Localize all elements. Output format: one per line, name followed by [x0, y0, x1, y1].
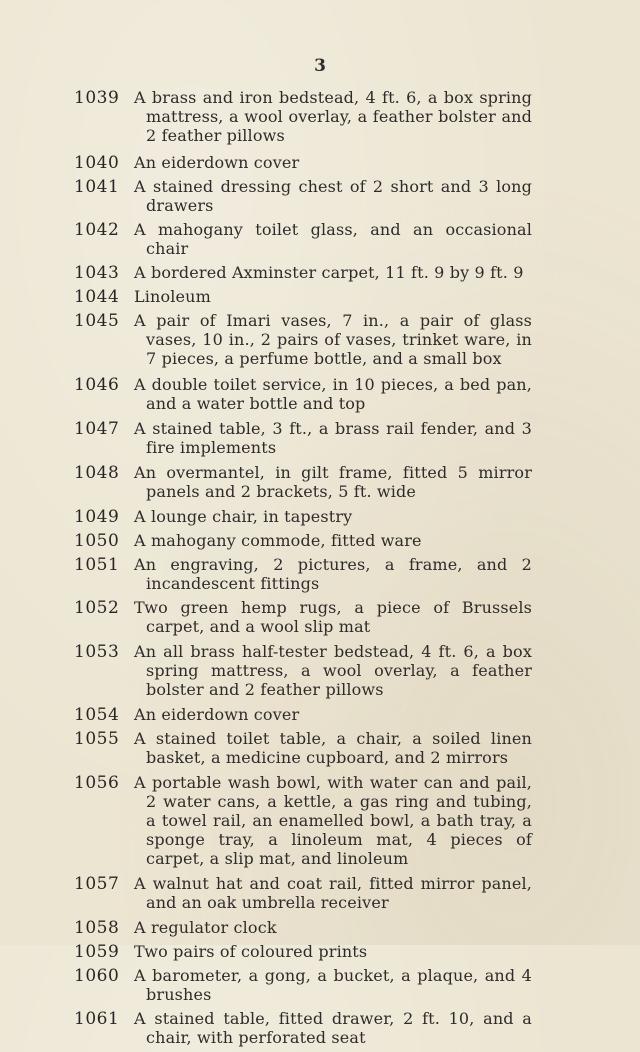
- lot-number: 1055: [74, 729, 120, 749]
- lot-entry: [0, 419, 640, 457]
- lot-entry: [0, 153, 640, 172]
- lot-number: 1048: [74, 463, 120, 483]
- lot-number: 1049: [74, 507, 120, 527]
- lot-entry: [0, 263, 640, 282]
- lot-number: 1039: [74, 88, 120, 108]
- lot-description: An eiderdown cover: [134, 705, 300, 724]
- lot-description: A brass and iron bedstead, 4 ft. 6, a box spring mattress, a wool overlay, a feather bolster and 2 feather pillows: [134, 88, 532, 145]
- lot-description: A double toilet service, in 10 pieces, a bed pan, and a water bottle and top: [134, 375, 532, 413]
- lot-entry: [0, 1009, 640, 1047]
- lot-description: A bordered Axminster carpet, 11 ft. 9 by 9 ft. 9: [134, 263, 524, 282]
- lot-number: 1059: [74, 942, 120, 962]
- lot-number: 1061: [74, 1009, 120, 1029]
- lot-entry: [0, 220, 640, 258]
- lot-number: 1058: [74, 918, 120, 938]
- lot-number: 1053: [74, 642, 120, 662]
- lot-entry: [0, 773, 640, 868]
- lot-description: A walnut hat and coat rail, fitted mirror panel, and an oak umbrella receiver: [134, 874, 532, 912]
- lot-number: 1045: [74, 311, 120, 331]
- lot-entry: [0, 729, 640, 767]
- lot-number: 1043: [74, 263, 120, 283]
- lot-number: 1054: [74, 705, 120, 725]
- lot-description: A lounge chair, in tapestry: [134, 507, 353, 526]
- lot-number: 1044: [74, 287, 120, 307]
- lot-description: A stained dressing chest of 2 short and 3 long drawers: [134, 177, 532, 215]
- lot-description: A mahogany toilet glass, and an occasional chair: [134, 220, 532, 258]
- lot-description: Two green hemp rugs, a piece of Brussels carpet, and a wool slip mat: [134, 598, 532, 636]
- page-number: 3: [314, 56, 326, 76]
- lot-list: [0, 88, 640, 1052]
- lot-description: An overmantel, in gilt frame, fitted 5 mirror panels and 2 brackets, 5 ft. wide: [134, 463, 532, 501]
- lot-description: An eiderdown cover: [134, 153, 300, 172]
- lot-description: Two pairs of coloured prints: [134, 942, 368, 961]
- lot-number: 1057: [74, 874, 120, 894]
- lot-entry: [0, 966, 640, 1004]
- lot-description: A stained table, fitted drawer, 2 ft. 10, and a chair, with perforated seat: [134, 1009, 532, 1047]
- lot-number: 1042: [74, 220, 120, 240]
- lot-entry: [0, 287, 640, 306]
- lot-entry: [0, 705, 640, 724]
- lot-description: A barometer, a gong, a bucket, a plaque, and 4 brushes: [134, 966, 532, 1004]
- lot-number: 1051: [74, 555, 120, 575]
- lot-number: 1060: [74, 966, 120, 986]
- lot-number: 1046: [74, 375, 120, 395]
- lot-number: 1052: [74, 598, 120, 618]
- lot-entry: [0, 507, 640, 526]
- lot-description: Linoleum: [134, 287, 211, 306]
- lot-number: 1040: [74, 153, 120, 173]
- lot-entry: [0, 874, 640, 912]
- lot-entry: [0, 598, 640, 636]
- lot-entry: [0, 375, 640, 413]
- lot-description: A portable wash bowl, with water can and pail, 2 water cans, a kettle, a gas ring and tubing, a towel rail, an enamelled bowl, a bath tray, a sponge tray, a linoleum mat, 4 pieces of carpet, a slip mat, and linoleum: [134, 773, 532, 868]
- lot-description: An engraving, 2 pictures, a frame, and 2 incandescent fittings: [134, 555, 532, 593]
- lot-entry: [0, 463, 640, 501]
- lot-description: A stained toilet table, a chair, a soiled linen basket, a medicine cupboard, and 2 mirrors: [134, 729, 532, 767]
- lot-description: A regulator clock: [134, 918, 277, 937]
- lot-number: 1056: [74, 773, 120, 793]
- lot-number: 1050: [74, 531, 120, 551]
- lot-description: A pair of Imari vases, 7 in., a pair of glass vases, 10 in., 2 pairs of vases, trinket ware, in 7 pieces, a perfume bottle, and a small box: [134, 311, 532, 368]
- lot-description: A stained table, 3 ft., a brass rail fender, and 3 fire implements: [134, 419, 532, 457]
- lot-entry: [0, 531, 640, 550]
- lot-entry: [0, 555, 640, 593]
- lot-entry: [0, 642, 640, 699]
- lot-entry: [0, 311, 640, 368]
- lot-description: A mahogany commode, fitted ware: [134, 531, 422, 550]
- lot-number: 1041: [74, 177, 120, 197]
- lot-description: An all brass half-tester bedstead, 4 ft. 6, a box spring mattress, a wool overlay, a feather bolster and 2 feather pillows: [134, 642, 532, 699]
- lot-entry: [0, 918, 640, 937]
- lot-entry: [0, 177, 640, 215]
- lot-entry: [0, 88, 640, 145]
- lot-number: 1047: [74, 419, 120, 439]
